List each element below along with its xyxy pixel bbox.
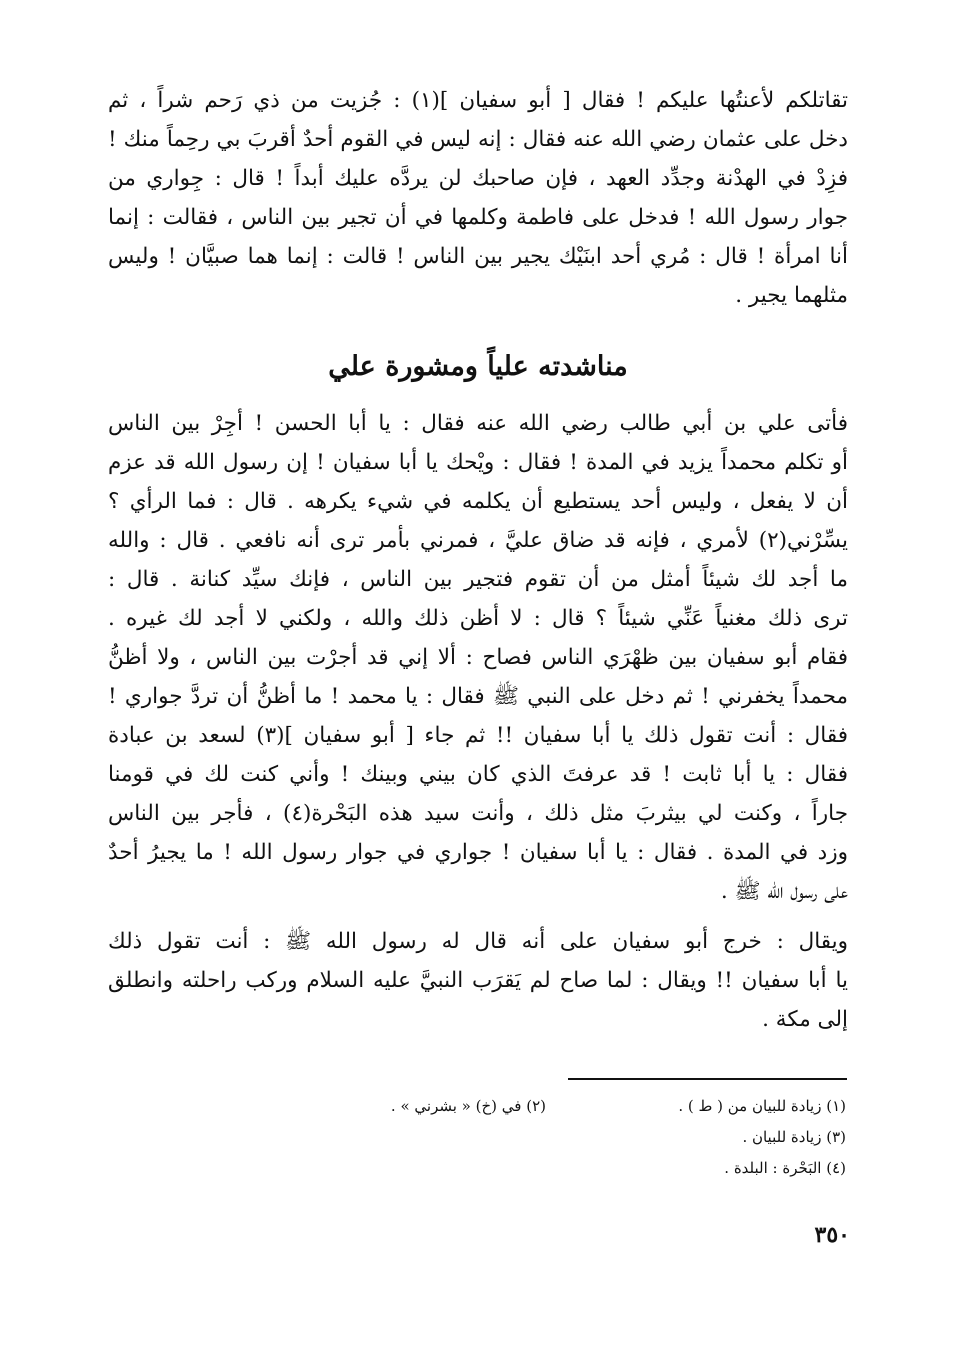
footnote-4: (٤) البَحْرة : البلدة . bbox=[724, 1159, 846, 1177]
paragraph-continuation bbox=[108, 81, 848, 315]
text-line: ترى ذلك مغنياً عَنِّي شيئاً ؟ قال : لا أظن ذلك والله ، ولكني لا أجد لك غيره . bbox=[108, 606, 848, 631]
section-heading: مناشدته علياً ومشورة علي bbox=[328, 351, 628, 382]
text-line: يا أبا سفيان !! ويقال : لما صاح لم يَقرَب النبيَّ عليه السلام وركب راحلته وانطلق bbox=[108, 968, 848, 993]
page-number: ٣٥٠ bbox=[814, 1222, 850, 1248]
text-line: تقاتلكم لأعنتُها عليكم ! فقال [ أبو سفيان ](١) : جُزيت من ذي رَحم شراً ، ثم bbox=[108, 88, 848, 113]
text-line: أن لا يفعل ، وليس أحد يستطيع أن يكلمه في شيء يكرهه . قال : فما الرأي ؟ bbox=[108, 489, 848, 514]
text-line: على رسول الله ﷺ . bbox=[720, 879, 848, 904]
text-line: مثلهما يجير . bbox=[735, 283, 848, 308]
text-line: فقال : أنت تقول ذلك يا أبا سفيان !! ثم جاء [ أبو سفيان ](٣) لسعد بن عبادة bbox=[108, 723, 848, 748]
text-line: يسِّرْني(٢) لأمري ، فإنه قد ضاق عليَّ ، فمرني بأمر ترى أنه نافعي . قال : والله bbox=[108, 528, 848, 553]
text-line: جوار رسول الله ! فدخل على فاطمة وكلمها في أن تجير بين الناس ، فقالت : إنما bbox=[108, 205, 848, 230]
text-line: فأتى علي بن أبي طالب رضي الله عنه فقال : يا أبا الحسن ! أجِرْ بين الناس bbox=[108, 411, 848, 436]
text-line: محمداً يخفرني ! ثم دخل على النبي ﷺ فقال : يا محمد ! ما أظنُّ أن تردَّ جواري ! bbox=[108, 684, 848, 709]
text-line: أو تكلم محمداً يزيد في المدة ! فقال : ويْحك يا أبا سفيان ! إن رسول الله قد عزم bbox=[108, 450, 848, 475]
text-line: وزد في المدة . فقال : يا أبا سفيان ! جواري في جوار رسول الله ! ما يجيرُ أحدٌ bbox=[108, 840, 848, 865]
footnote-1: (١) زيادة للبيان من ( ط ) . bbox=[678, 1097, 846, 1115]
text-line: فقام أبو سفيان بين ظهْرَي الناس فصاح : ألا إني قد أجرْت بين الناس ، ولا أظنُّ bbox=[108, 645, 848, 670]
footnote-2: (٢) في (خ) « بشرني » . bbox=[390, 1097, 546, 1115]
text-line: إلى مكة . bbox=[762, 1007, 848, 1032]
text-line: ويقال : خرج أبو سفيان على أنه قال له رسول الله ﷺ : أنت تقول ذلك bbox=[108, 929, 848, 954]
paragraph-main bbox=[108, 404, 848, 911]
text-line: فقال : يا أبا ثابت ! قد عرفتَ الذي كان بيني وبينك ! وأني كنت لك في قومنا bbox=[108, 762, 848, 787]
text-line: أنا امرأة ! قال : مُري أحد ابنَيْك يجير بين الناس ! قالت : إنما هما صبيَّان ! وليس bbox=[108, 244, 848, 269]
footnote-separator bbox=[568, 1078, 847, 1080]
text-line: دخل على عثمان رضي الله عنه فقال : إنه ليس في القوم أحدٌ أقربَ بي رحِماً منك ! bbox=[108, 127, 848, 152]
text-line: ما أجد لك شيئاً أمثل من أن تقوم فتجير بين الناس ، فإنك سيِّد كنانة . قال : bbox=[108, 567, 848, 592]
paragraph-final bbox=[108, 922, 848, 1039]
text-line: جاراً ، وكنت لي بيثربَ مثل ذلك ، وأنت سيد هذه البَحْرة(٤) ، فأجر بين الناس bbox=[108, 801, 848, 826]
text-line: فزِدْ في الهدْنة وجدِّد العهد ، فإن صاحبك لن يردَّه عليك أبداً ! قال : جِواري من bbox=[108, 166, 848, 191]
footnote-3: (٣) زيادة للبيان . bbox=[742, 1128, 846, 1146]
